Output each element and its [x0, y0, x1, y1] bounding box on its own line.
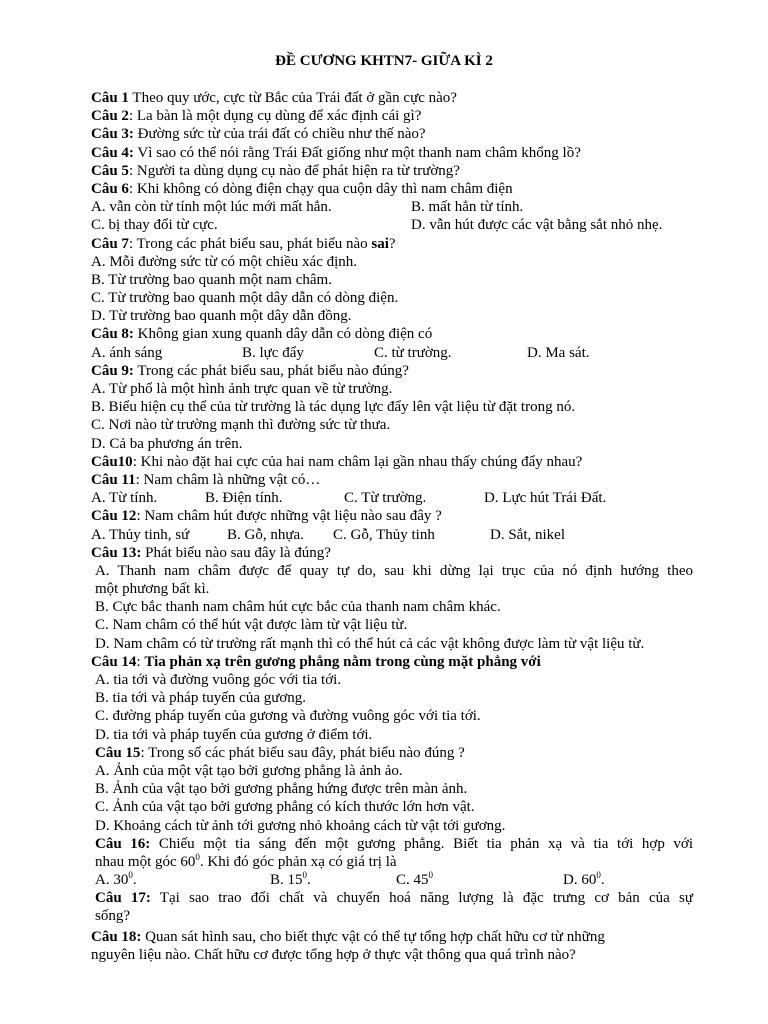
question-4: Câu 4: Vì sao có thể nói rằng Trái Đất giống như một thanh nam châm khổng lồ?: [91, 144, 581, 161]
option-a: A. Thủy tinh, sứ: [91, 526, 190, 543]
option-c: C. Nơi nào từ trường mạnh thì đường sức từ thưa.: [91, 417, 391, 434]
question-18: Câu 18: Quan sát hình sau, cho biết thực vật có thể tự tổng hợp chất hữu cơ từ những: [91, 928, 605, 945]
option-d: D. Nam châm có từ trường rất mạnh thì có thể hút cả các vật không được làm từ vật liệu từ.: [95, 635, 645, 652]
option-a-continued: một phương bất kì.: [95, 581, 210, 598]
option-b: B. Ảnh của vật tạo bởi gương phẳng hứng được trên màn ảnh.: [95, 781, 468, 798]
option-b: B. tia tới và pháp tuyến của gương.: [95, 690, 307, 707]
option-b: B. Gỗ, nhựa.: [227, 526, 304, 543]
option-b: B. Điện tính.: [205, 490, 283, 507]
question-3: Câu 3: Đường sức từ của trái đất có chiều như thế nào?: [91, 126, 426, 143]
question-18-continued: nguyên liệu nào. Chất hữu cơ được tổng hợp ở thực vật thông qua quá trình nào?: [91, 946, 576, 963]
option-c: C. Gỗ, Thủy tinh: [333, 526, 435, 543]
question-11: Câu 11: Nam châm là những vật có…: [91, 471, 321, 488]
question-17: Câu 17: Tại sao trao đổi chất và chuyển hoá năng lượng là đặc trưng cơ bản của sự: [95, 890, 693, 907]
option-c: C. $45^0$: [396, 870, 434, 889]
question-14: Câu 14: Tia phản xạ trên gương phẳng nằm trong cùng mặt phẳng với: [91, 653, 541, 670]
option-a: A. Ảnh của một vật tạo bởi gương phẳng là ảnh ảo.: [95, 762, 403, 779]
question-8: Câu 8: Không gian xung quanh dây dẫn có dòng điện có: [91, 326, 433, 343]
option-d: D. Ma sát.: [527, 344, 590, 361]
question-7: Câu 7: Trong các phát biểu sau, phát biểu nào sai?: [91, 235, 396, 252]
question-9: Câu 9: Trong các phát biểu sau, phát biểu nào đúng?: [91, 362, 409, 379]
option-a: A. Thanh nam châm được để quay tự do, sau khi dừng lại trục của nó định hướng theo: [95, 562, 693, 579]
option-b: B. Biểu hiện cụ thể của từ trường là tác dụng lực đẩy lên vật liệu từ đặt trong nó.: [91, 399, 576, 416]
question-16-options: [91, 871, 693, 889]
question-5: Câu 5: Người ta dùng dụng cụ nào để phát hiện ra từ trường?: [91, 162, 460, 179]
question-12: Câu 12: Nam châm hút được những vật liệu nào sau đây ?: [91, 508, 442, 525]
question-11-options: [91, 489, 693, 507]
option-a: A. $30^0$.: [95, 870, 137, 889]
option-a: A. Từ tính.: [91, 490, 158, 507]
option-c: C. Nam châm có thể hút vật được làm từ vật liệu từ.: [95, 617, 408, 634]
page-title: ĐỀ CƯƠNG KHTN7- GIỮA KÌ 2: [275, 53, 493, 69]
option-b: B. mất hẳn từ tính.: [411, 199, 524, 216]
option-a: A. ánh sáng: [91, 344, 163, 361]
option-d: D. vẫn hút được các vật bằng sắt nhỏ nhẹ.: [411, 217, 663, 234]
question-16: Câu 16: Chiếu một tia sáng đến một gương phẳng. Biết tia phản xạ và tia tới hợp với: [95, 835, 694, 852]
option-c: C. Ảnh của vật tạo bởi gương phẳng có kích thước lớn hơn vật.: [95, 799, 475, 816]
option-c: C. bị thay đổi từ cực.: [91, 217, 218, 234]
option-d: D. Lực hút Trái Đất.: [484, 490, 607, 507]
question-6-options-row-1: [91, 198, 693, 216]
option-a: A. vẫn còn từ tính một lúc mới mất hẳn.: [91, 199, 332, 216]
option-b: B. $15^0$.: [270, 870, 311, 889]
option-d: D. tia tới và pháp tuyến của gương ở điểm tới.: [95, 726, 373, 743]
option-d: D. Cả ba phương án trên.: [91, 435, 243, 452]
question-10: Câu10: Khi nào đặt hai cực của hai nam châm lại gần nhau thấy chúng đẩy nhau?: [91, 453, 583, 470]
question-1: Câu 1 Theo quy ước, cực từ Bắc của Trái đất ở gần cực nào?: [91, 90, 457, 106]
question-8-options: [91, 344, 693, 362]
question-16-continued: nhau một góc $60^0$. Khi đó góc phản xạ có giá trị là: [95, 851, 397, 870]
option-c: C. Từ trường.: [344, 490, 427, 507]
option-c: C. đường pháp tuyến của gương và đường vuông góc với tia tới.: [95, 708, 481, 725]
option-b: B. lực đẩy: [242, 344, 304, 361]
option-a: A. Mỗi đường sức từ có một chiều xác định.: [91, 253, 358, 270]
option-d: D. Khoảng cách từ ảnh tới gương nhỏ khoảng cách từ vật tới gương.: [95, 817, 506, 834]
option-c: C. từ trường.: [374, 344, 452, 361]
question-6: Câu 6: Khi không có dòng điện chạy qua cuộn dây thì nam châm điện: [91, 180, 513, 197]
question-list: [91, 89, 693, 964]
option-d: D. Từ trường bao quanh một dây dẫn đồng.: [91, 308, 352, 325]
option-b: B. Cực bắc thanh nam châm hút cực bắc của thanh nam châm khác.: [95, 599, 501, 616]
question-6-options-row-2: [91, 216, 693, 234]
question-2: Câu 2: La bàn là một dụng cụ dùng để xác định cái gì?: [91, 108, 422, 125]
option-b: B. Từ trường bao quanh một nam châm.: [91, 271, 332, 288]
option-d: D. Sắt, nikel: [490, 526, 565, 543]
question-13: Câu 13: Phát biểu nào sau đây là đúng?: [91, 544, 331, 561]
option-a: A. tia tới và đường vuông góc với tia tới.: [95, 672, 342, 689]
option-c: C. Từ trường bao quanh một dây dẫn có dòng điện.: [91, 290, 399, 307]
question-17-continued: sống?: [95, 908, 130, 925]
question-15: Câu 15: Trong số các phát biểu sau đây, phát biểu nào đúng ?: [95, 744, 465, 761]
question-12-options: [91, 526, 693, 544]
option-d: D. $60^0$.: [563, 870, 605, 889]
option-a: A. Từ phổ là một hình ảnh trực quan về từ trường.: [91, 381, 393, 397]
